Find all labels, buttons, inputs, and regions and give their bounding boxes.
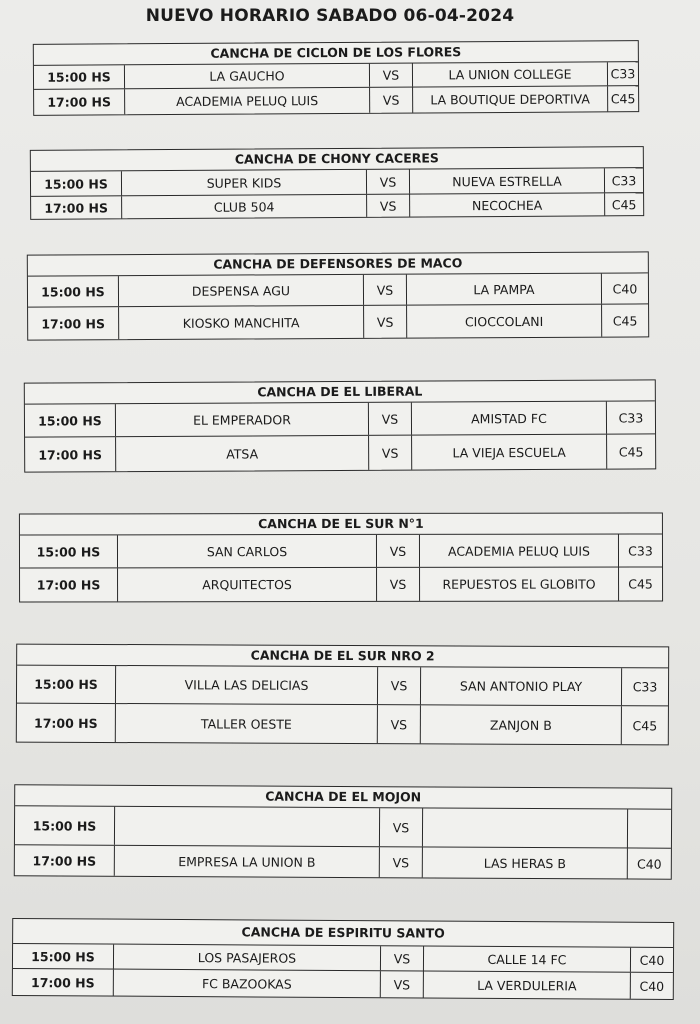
- versus-label: VS: [381, 971, 424, 997]
- category-label: C45: [632, 717, 658, 733]
- venue-name: CANCHA DE DEFENSORES DE MACO: [28, 252, 648, 276]
- venue-block: [30, 146, 644, 220]
- match-time: 17:00 HS: [34, 89, 125, 115]
- home-team: ARQUITECTOS: [118, 568, 377, 601]
- home-team: KIOSKO MANCHITA: [119, 306, 364, 339]
- away-team: ZANJON B: [421, 705, 622, 744]
- category-label: C40: [639, 952, 665, 968]
- match-row: [28, 304, 648, 339]
- versus-label: VS: [377, 535, 420, 567]
- match-time: 15:00 HS: [34, 65, 125, 89]
- venue-block: [16, 644, 669, 746]
- home-team: [115, 807, 380, 846]
- home-team: LA GAUCHO: [125, 64, 370, 88]
- versus-label: VS: [367, 170, 410, 194]
- home-team: LOS PASAJEROS: [114, 945, 381, 971]
- versus-label: VS: [378, 705, 421, 743]
- match-time: 17:00 HS: [20, 568, 118, 601]
- category-label: C33: [611, 172, 637, 188]
- match-time: 15:00 HS: [20, 535, 118, 567]
- match-time: 17:00 HS: [25, 437, 116, 471]
- venue-name: CANCHA DE EL SUR N°1: [20, 513, 662, 535]
- match-row: [15, 845, 671, 878]
- match-row: [20, 534, 662, 568]
- venue-name: CANCHA DE CHONY CACERES: [31, 147, 643, 172]
- match-row: [31, 193, 643, 219]
- away-team: [423, 808, 628, 847]
- versus-label: VS: [369, 436, 412, 470]
- home-team: FC BAZOOKAS: [114, 970, 381, 998]
- versus-label: VS: [364, 306, 407, 338]
- away-team: AMISTAD FC: [412, 402, 607, 435]
- versus-label: VS: [364, 275, 407, 305]
- away-team: REPUESTOS EL GLOBITO: [420, 568, 619, 601]
- away-team: SAN ANTONIO PLAY: [421, 667, 622, 705]
- category-label: C40: [612, 280, 638, 297]
- match-row: [25, 401, 655, 437]
- venue-block: [24, 379, 656, 472]
- category-label: C45: [611, 196, 637, 212]
- category-label: C33: [618, 409, 644, 426]
- category-label: C33: [632, 679, 658, 695]
- versus-label: VS: [367, 195, 410, 217]
- away-team: NECOCHEA: [410, 193, 605, 216]
- home-team: TALLER OESTE: [116, 704, 378, 743]
- versus-label: VS: [377, 568, 420, 601]
- home-team: SAN CARLOS: [118, 535, 377, 567]
- category-label: C40: [636, 856, 662, 872]
- away-team: CIOCCOLANI: [407, 305, 602, 338]
- match-time: 17:00 HS: [17, 704, 116, 742]
- page-title: NUEVO HORARIO SABADO 06-04-2024: [145, 6, 515, 26]
- category-label: C45: [612, 312, 638, 329]
- home-team: SUPER KIDS: [122, 170, 367, 195]
- venue-block: [27, 251, 649, 340]
- home-team: ACADEMIA PELUQ LUIS: [125, 88, 370, 114]
- venue-block: [14, 784, 672, 879]
- category-label: C45: [628, 576, 653, 592]
- versus-label: VS: [380, 847, 423, 877]
- away-team: LA VIEJA ESCUELA: [412, 435, 607, 470]
- home-team: DESPENSA AGU: [119, 275, 364, 306]
- versus-label: VS: [370, 64, 413, 87]
- category-label: [628, 809, 671, 847]
- match-time: 15:00 HS: [31, 171, 122, 196]
- match-time: 15:00 HS: [15, 806, 115, 845]
- versus-label: VS: [369, 403, 412, 435]
- versus-label: VS: [378, 667, 421, 704]
- venue-name: CANCHA DE CICLON DE LOS FLORES: [34, 41, 638, 66]
- away-team: LAS HERAS B: [423, 847, 628, 878]
- away-team: LA UNION COLLEGE: [413, 62, 608, 86]
- away-team: LA BOUTIQUE DEPORTIVA: [413, 86, 608, 112]
- venue-name: CANCHA DE EL SUR NRO 2: [17, 645, 668, 669]
- match-time: 17:00 HS: [28, 307, 119, 339]
- match-row: [17, 666, 668, 707]
- match-row: [15, 806, 671, 848]
- versus-label: VS: [370, 88, 413, 113]
- match-row: [31, 168, 643, 197]
- match-time: 17:00 HS: [13, 969, 114, 996]
- match-row: [25, 434, 655, 471]
- away-team: CALLE 14 FC: [424, 946, 631, 971]
- venue-name: CANCHA DE EL LIBERAL: [25, 380, 655, 404]
- venue-block: [19, 512, 663, 602]
- home-team: CLUB 504: [122, 195, 367, 218]
- match-time: 15:00 HS: [28, 276, 119, 306]
- home-team: ATSA: [116, 436, 369, 471]
- away-team: LA PAMPA: [407, 274, 602, 305]
- away-team: ACADEMIA PELUQ LUIS: [420, 535, 619, 567]
- match-row: [13, 969, 673, 999]
- away-team: LA VERDULERIA: [424, 971, 631, 998]
- match-row: [28, 273, 648, 307]
- venue-block: [33, 40, 639, 116]
- home-team: EMPRESA LA UNION B: [115, 846, 380, 877]
- match-time: 15:00 HS: [13, 944, 114, 969]
- match-time: 17:00 HS: [31, 196, 122, 219]
- match-row: [34, 86, 638, 115]
- match-row: [34, 62, 638, 90]
- match-row: [17, 704, 668, 745]
- category-label: C45: [610, 91, 636, 107]
- venue-name: CANCHA DE ESPIRITU SANTO: [13, 919, 673, 948]
- category-label: C45: [618, 443, 644, 460]
- match-row: [20, 567, 662, 601]
- match-time: 17:00 HS: [15, 845, 115, 876]
- match-time: 15:00 HS: [25, 404, 116, 436]
- category-label: C40: [639, 978, 665, 994]
- away-team: NUEVA ESTRELLA: [410, 168, 605, 193]
- venue-block: [12, 918, 674, 1000]
- versus-label: VS: [380, 808, 423, 846]
- category-label: C33: [628, 542, 653, 558]
- versus-label: VS: [381, 946, 424, 970]
- venue-name: CANCHA DE EL MOJON: [15, 785, 671, 809]
- category-label: C33: [610, 66, 636, 82]
- home-team: VILLA LAS DELICIAS: [116, 666, 378, 704]
- match-time: 15:00 HS: [17, 666, 116, 703]
- home-team: EL EMPERADOR: [116, 403, 369, 436]
